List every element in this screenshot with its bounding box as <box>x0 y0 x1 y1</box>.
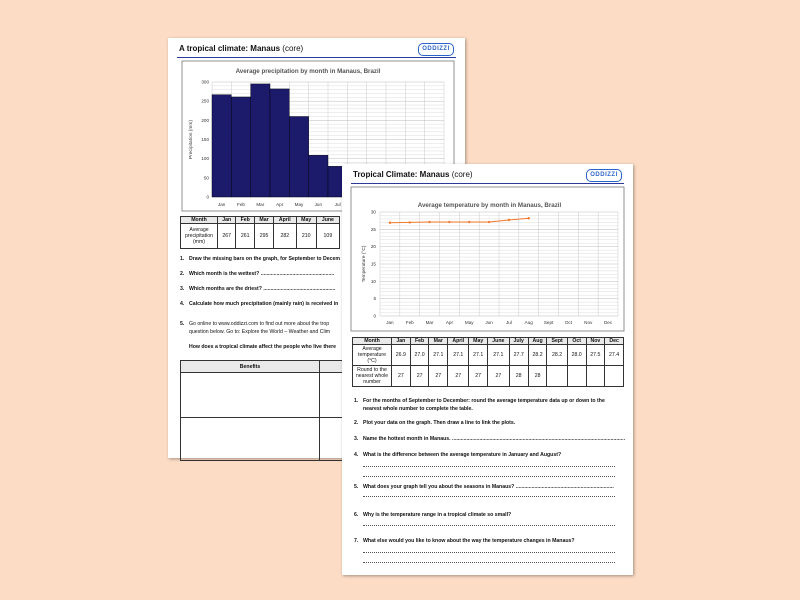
question-number: 7. <box>354 538 359 544</box>
month-header: April <box>273 217 296 224</box>
question <box>354 452 561 458</box>
y-tick-label: 250 <box>201 98 209 104</box>
question-text: Plot your data on the graph. Then draw a line to link the plots. <box>363 420 516 426</box>
month-header: Jan <box>392 338 411 345</box>
y-tick-label: 150 <box>201 137 209 142</box>
bar <box>270 89 289 197</box>
x-tick-label: Apr <box>276 202 284 207</box>
worksheet-title: Tropical Climate: Manaus (core) <box>353 170 473 179</box>
rounded-temperature-cell: 27 <box>448 366 469 387</box>
data-point <box>389 222 391 224</box>
month-header: Mar <box>429 338 448 345</box>
y-tick-label: 20 <box>370 244 376 250</box>
rounded-temperature-cell[interactable] <box>586 366 605 387</box>
y-tick-label: 10 <box>370 278 376 284</box>
y-tick-label: 0 <box>206 194 209 200</box>
question-number: 5. <box>354 484 359 490</box>
question-text: Calculate how much precipitation (mainly rain) is received in <box>189 301 339 307</box>
y-tick-label: 15 <box>370 261 376 267</box>
question-text: Draw the missing bars on the graph, for September to Decem <box>189 256 341 262</box>
temperature-line-chart <box>342 164 633 334</box>
rounded-temperature-cell: 27 <box>469 366 488 387</box>
rounded-temperature-cell: 27 <box>429 366 448 387</box>
rounded-temperature-cell: 28 <box>509 366 528 387</box>
y-tick-label: 30 <box>370 209 376 215</box>
rounded-temperature-cell: 27 <box>488 366 510 387</box>
bar <box>231 97 250 197</box>
oddizzi-logo: ODDIZZI <box>586 169 622 182</box>
x-tick-label: Oct <box>564 320 572 325</box>
x-tick-label: Aug <box>524 320 533 325</box>
temperature-value: 28.2 <box>528 345 547 366</box>
x-tick-label: Jul <box>505 320 512 325</box>
y-tick-label: 100 <box>201 156 209 162</box>
answer-line[interactable] <box>363 466 615 467</box>
question-text: What is the difference between the average temperature in January and August? <box>363 452 562 458</box>
x-tick-label: Mar <box>425 320 434 325</box>
question <box>354 398 605 412</box>
x-tick-label: May <box>464 320 474 325</box>
x-tick-label: May <box>294 202 304 207</box>
answer-line[interactable] <box>363 562 615 563</box>
precipitation-value: 267 <box>218 224 236 249</box>
rounded-temperature-cell[interactable] <box>567 366 586 387</box>
rounded-temperature-cell: 27 <box>392 366 411 387</box>
question-text: What else would you like to know about the way the temperature changes in Manaus? <box>363 538 575 544</box>
question-number: 3. <box>354 436 359 442</box>
question-text: For the months of September to December: round the average temperature data up or down to the <box>363 398 605 404</box>
bar <box>251 84 270 197</box>
x-tick-label: Nov <box>584 320 593 325</box>
month-header: May <box>296 217 316 224</box>
question-text: Which month is the wettest? ................................................... <box>189 271 335 277</box>
question <box>180 301 338 307</box>
precipitation-value: 109 <box>316 224 339 249</box>
x-tick-label: Feb <box>237 202 245 207</box>
month-header: June <box>316 217 339 224</box>
y-tick-label: 200 <box>201 117 209 123</box>
question-number: 2. <box>354 420 359 426</box>
y-tick-label: 300 <box>201 79 209 85</box>
precipitation-table <box>180 216 340 249</box>
benefits-cell[interactable] <box>181 418 320 461</box>
month-header: April <box>448 338 469 345</box>
table-row-label: Average temperature (°C) <box>353 345 392 366</box>
temperature-value: 27.1 <box>448 345 469 366</box>
data-point <box>488 221 490 223</box>
online-research-prompt: 5. Go online to www.oddizzi.com to find out more about the trop question below. Go to: Explore the World – Weather and Clim <box>180 321 331 335</box>
x-tick-label: Jan <box>217 202 226 207</box>
table-row-label: Month <box>353 338 392 345</box>
question-text: nearest whole number to complete the table. <box>363 406 473 412</box>
y-tick-label: 5 <box>373 296 376 302</box>
bar <box>309 155 328 197</box>
question-number: 3. <box>180 286 185 292</box>
question-text: Which months are the driest? .................................................. <box>189 286 336 292</box>
temperature-value: 27.4 <box>605 345 624 366</box>
chart-title: Average precipitation by month in Manaus, Brazil <box>235 68 381 75</box>
month-header: Nov <box>586 338 605 345</box>
answer-line[interactable] <box>363 525 615 526</box>
data-point <box>409 221 411 223</box>
rounded-temperature-cell: 28 <box>528 366 547 387</box>
month-header: Aug <box>528 338 547 345</box>
question <box>354 484 614 490</box>
question <box>354 436 625 442</box>
answer-line[interactable] <box>363 552 615 553</box>
question-5-sub: How does a tropical climate affect the people who live there <box>189 344 337 350</box>
x-tick-label: Apr <box>445 320 453 325</box>
question-text: What does your graph tell you about the seasons in Manaus? .................................................................... <box>363 484 614 490</box>
chart-title: Average temperature by month in Manaus, Brazil <box>417 202 562 209</box>
question-number: 2. <box>180 271 185 277</box>
data-point <box>468 221 470 223</box>
temperature-value: 28.0 <box>567 345 586 366</box>
data-point <box>428 221 430 223</box>
question-text: Name the hottest month in Manaus. ........................................................................................................................ <box>363 436 626 442</box>
y-tick-label: 25 <box>370 226 376 232</box>
temperature-value: 27.1 <box>488 345 510 366</box>
question <box>180 286 335 292</box>
month-header: June <box>488 338 510 345</box>
benefits-cell[interactable] <box>181 373 320 418</box>
table-row-label: Month <box>181 217 218 224</box>
bar <box>212 95 231 197</box>
question <box>354 538 575 544</box>
benefits-header: Benefits <box>181 361 320 373</box>
x-tick-label: Jun <box>485 320 493 325</box>
precipitation-value: 295 <box>255 224 274 249</box>
y-tick-label: 0 <box>373 313 376 319</box>
x-tick-label: Jan <box>386 320 394 325</box>
rounded-temperature-cell[interactable] <box>605 366 624 387</box>
answer-line[interactable] <box>363 476 615 477</box>
question-number: 1. <box>354 398 359 404</box>
month-header: Dec <box>605 338 624 345</box>
oddizzi-logo: ODDIZZI <box>418 43 454 56</box>
rounded-temperature-cell: 27 <box>410 366 429 387</box>
temperature-value: 27.1 <box>429 345 448 366</box>
question <box>354 420 515 426</box>
x-tick-label: Mar <box>256 202 265 207</box>
question-number: 4. <box>180 301 185 307</box>
table-row-label: Average precipitation (mm) <box>181 224 218 249</box>
x-tick-label: Jul <box>334 202 341 207</box>
x-tick-label: Sept <box>543 320 554 325</box>
month-header: Mar <box>255 217 274 224</box>
temperature-worksheet <box>342 164 633 575</box>
x-tick-label: Jun <box>314 202 323 207</box>
data-point <box>508 219 510 221</box>
temperature-value: 27.5 <box>586 345 605 366</box>
bar <box>289 117 308 198</box>
temperature-value: 27.7 <box>509 345 528 366</box>
month-header: July <box>509 338 528 345</box>
question <box>354 512 511 518</box>
y-axis-label: Temperature (°C) <box>362 245 367 283</box>
worksheet-title: A tropical climate: Manaus (core) <box>179 44 304 53</box>
precipitation-value: 282 <box>273 224 296 249</box>
question <box>180 256 340 262</box>
table-row-label: Round to the nearest whole number <box>353 366 392 387</box>
answer-line[interactable] <box>363 496 615 497</box>
question-number: 6. <box>354 512 359 518</box>
month-header: Oct <box>567 338 586 345</box>
temperature-table <box>352 337 624 387</box>
data-point <box>448 221 450 223</box>
temperature-value: 27.1 <box>469 345 488 366</box>
precipitation-value: 261 <box>236 224 255 249</box>
temperature-value: 28.2 <box>547 345 567 366</box>
temperature-value: 26.9 <box>392 345 411 366</box>
month-header: Jan <box>218 217 236 224</box>
temperature-value: 27.0 <box>410 345 429 366</box>
precipitation-value: 210 <box>296 224 316 249</box>
rounded-temperature-cell[interactable] <box>547 366 567 387</box>
y-tick-label: 50 <box>203 175 209 181</box>
month-header: Sept <box>547 338 567 345</box>
month-header: Feb <box>236 217 255 224</box>
question <box>180 271 334 277</box>
question-text: Why is the temperature range in a tropical climate so small? <box>363 512 512 518</box>
question-number: 1. <box>180 256 185 262</box>
month-header: Feb <box>410 338 429 345</box>
y-axis-label: Precipitation (mm) <box>189 120 194 159</box>
question-number: 4. <box>354 452 359 458</box>
data-point <box>528 217 530 219</box>
x-tick-label: Feb <box>405 320 414 325</box>
month-header: May <box>469 338 488 345</box>
x-tick-label: Dec <box>603 320 613 325</box>
